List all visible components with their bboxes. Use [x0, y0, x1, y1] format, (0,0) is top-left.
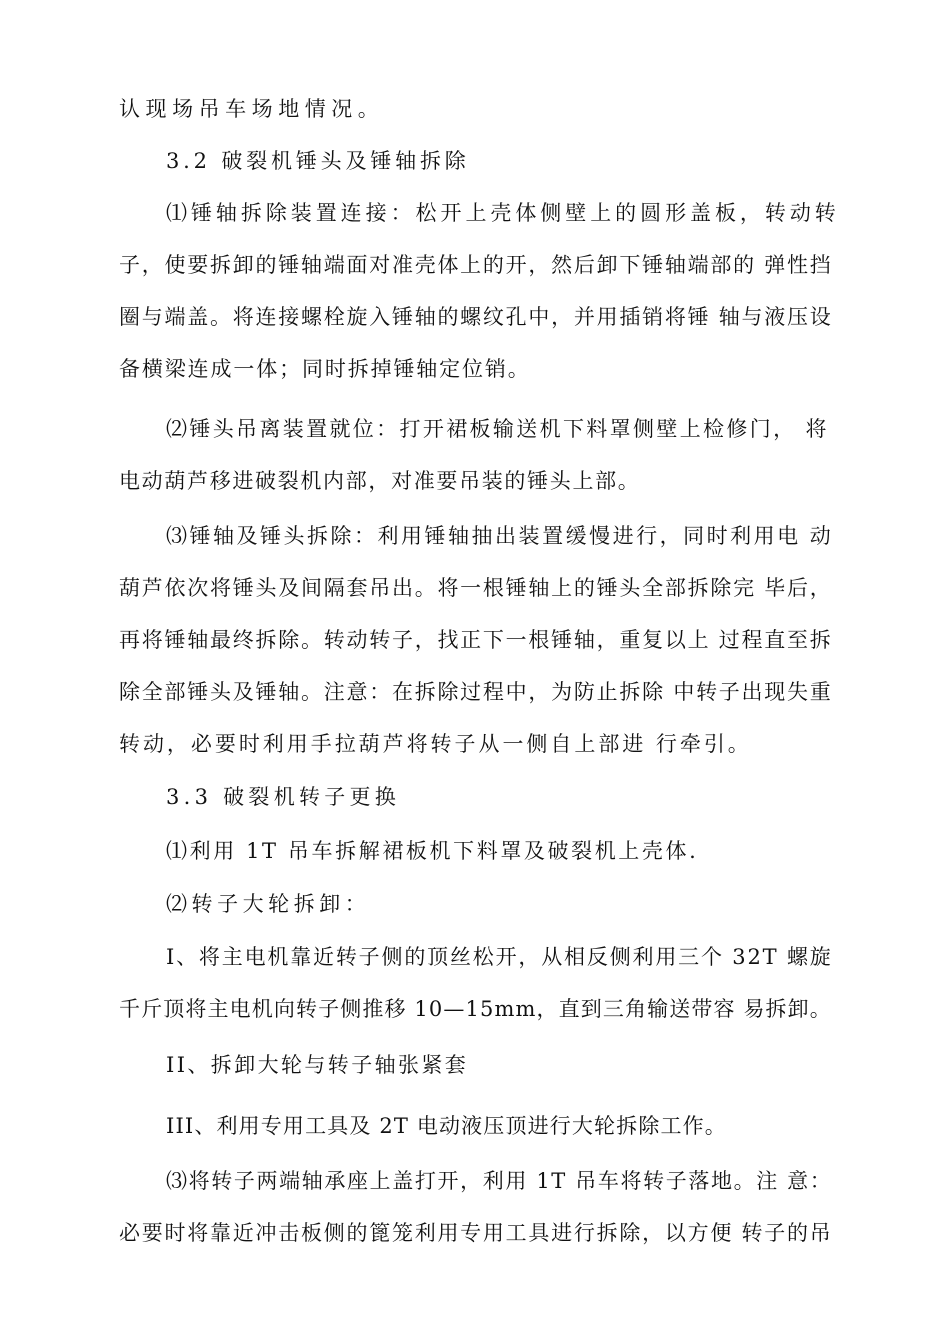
text-line: 除全部锤头及锤轴。注意：在拆除过程中，为防止拆除 中转子出现失重: [119, 680, 833, 704]
text-line: 千斤顶将主电机向转子侧推移 10—15mm，直到三角输送带容 易拆卸。: [119, 997, 832, 1021]
text-line: ⑶锤轴及锤头拆除：利用锤轴抽出装置缓慢进行，同时利用电 动: [166, 524, 834, 548]
text-line: 认现场吊车场地情况。: [119, 97, 385, 121]
text-line: 葫芦依次将锤头及间隔套吊出。将一根锤轴上的锤头全部拆除完 毕后，: [119, 576, 833, 600]
section-heading: 3.3 破裂机转子更换: [166, 785, 401, 809]
text-line: ⑴锤轴拆除装置连接：松开上壳体侧壁上的圆形盖板，转动转: [166, 201, 840, 225]
text-line: 必要时将靠近冲击板侧的篦笼利用专用工具进行拆除，以方便 转子的吊: [119, 1221, 833, 1245]
text-line: ⑴利用 1T 吊车拆解裙板机下料罩及破裂机上壳体.: [166, 839, 699, 863]
text-line: 电动葫芦移进破裂机内部，对准要吊装的锤头上部。: [119, 469, 641, 493]
text-line: 备横梁连成一体；同时拆掉锤轴定位销。: [119, 357, 531, 381]
text-line: 转动，必要时利用手拉葫芦将转子从一侧自上部进 行牵引。: [119, 732, 752, 756]
text-line: ⑶将转子两端轴承座上盖打开，利用 1T 吊车将转子落地。注 意：: [166, 1169, 833, 1193]
text-line: I、将主电机靠近转子侧的顶丝松开，从相反侧利用三个 32T 螺旋: [166, 945, 833, 969]
text-line: 子，使要拆卸的锤轴端面对准壳体上的开，然后卸下锤轴端部的 弹性挡: [119, 253, 833, 277]
text-line: ⑵转子大轮拆卸：: [166, 892, 371, 916]
text-line: 圈与端盖。将连接螺栓旋入锤轴的螺纹孔中，并用插销将锤 轴与液压设: [119, 305, 833, 329]
section-heading: 3.2 破裂机锤头及锤轴拆除: [166, 149, 470, 173]
text-line: ⑵锤头吊离装置就位：打开裙板输送机下料罩侧壁上检修门， 将: [166, 417, 829, 441]
text-line: III、利用专用工具及 2T 电动液压顶进行大轮拆除工作。: [166, 1114, 727, 1138]
text-line: II、拆卸大轮与转子轴张紧套: [166, 1053, 469, 1077]
text-line: 再将锤轴最终拆除。转动转子，找正下一根锤轴，重复以上 过程直至拆: [119, 628, 833, 652]
